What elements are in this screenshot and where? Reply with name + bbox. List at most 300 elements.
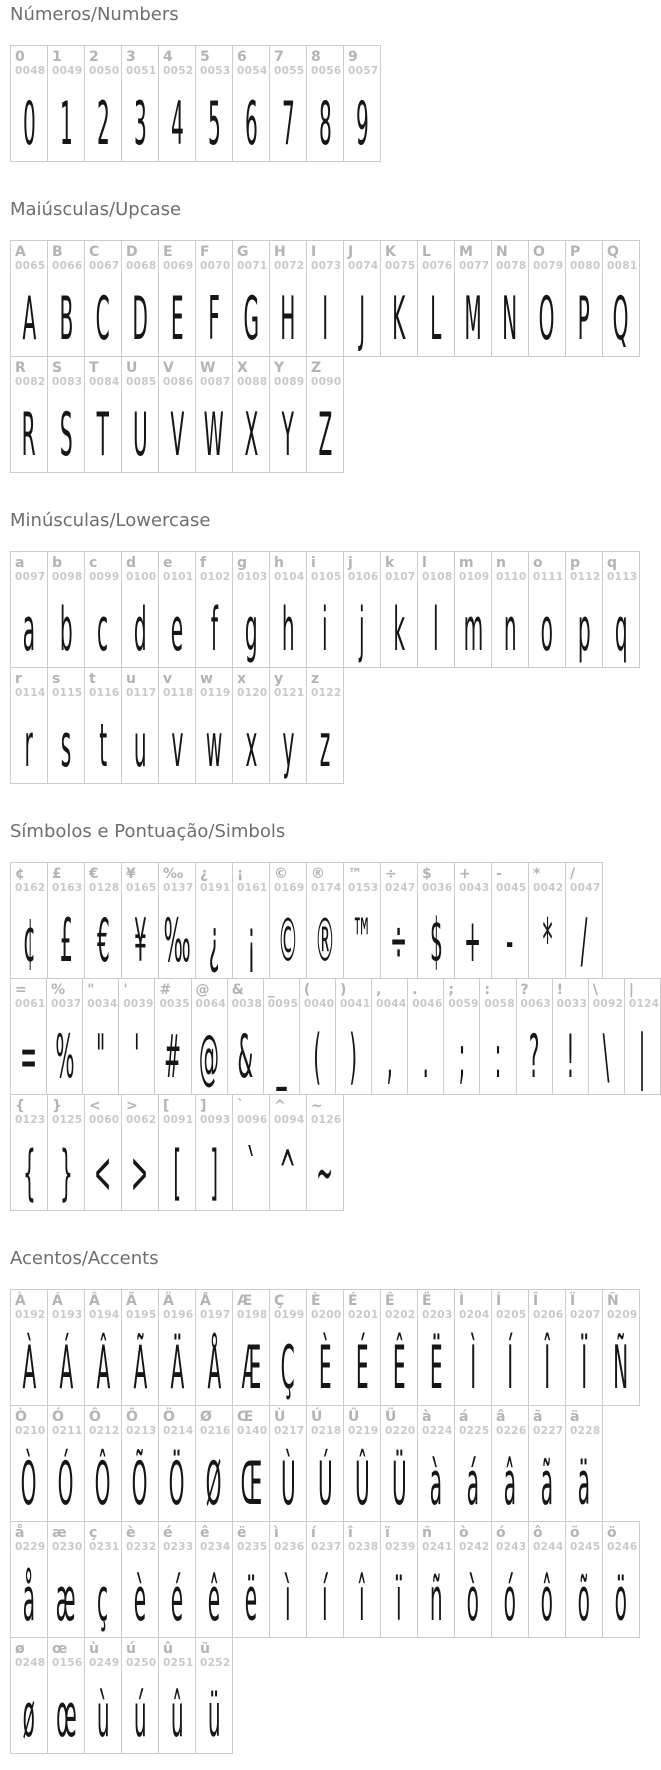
glyph-preview: Ä — [170, 1332, 184, 1403]
glyph-code-label: 0249 — [89, 1657, 120, 1669]
glyph-preview: 0 — [22, 88, 36, 159]
glyph-preview: ù — [96, 1680, 110, 1751]
glyph-code-label: 0073 — [311, 260, 342, 272]
glyph-code-label: 0232 — [126, 1541, 157, 1553]
glyph-cell — [195, 551, 233, 668]
glyph-preview: { — [22, 1137, 36, 1208]
glyph-row — [10, 1521, 661, 1638]
section-title: Minúsculas/Lowercase — [10, 510, 211, 531]
glyph-code-label: 0219 — [348, 1425, 379, 1437]
glyph-preview: z — [319, 710, 331, 781]
glyph-code-label: 0069 — [163, 260, 194, 272]
glyph-preview-area — [85, 78, 121, 161]
glyph-code-label: 0100 — [126, 571, 157, 583]
glyph-code-label: 0237 — [311, 1541, 342, 1553]
glyph-cell — [380, 240, 418, 357]
glyph-preview-area — [159, 1322, 195, 1405]
glyph-preview-area — [11, 895, 47, 978]
glyph-char-label: 0 — [15, 49, 25, 65]
glyph-char-label: h — [274, 555, 284, 571]
glyph-char-label: # — [159, 982, 172, 998]
glyph-table — [10, 45, 661, 162]
glyph-code-label: 0067 — [89, 260, 120, 272]
glyph-cell — [195, 1094, 233, 1211]
glyph-cell — [602, 1521, 640, 1638]
glyph-preview: B — [59, 283, 73, 354]
glyph-cell — [47, 240, 85, 357]
glyph-char-label: n — [496, 555, 506, 571]
glyph-preview-area — [344, 1438, 380, 1521]
glyph-preview-area — [455, 1554, 491, 1637]
glyph-preview-area — [11, 1011, 46, 1094]
glyph-preview-area — [83, 1011, 118, 1094]
glyph-preview: Ú — [317, 1448, 333, 1519]
glyph-code-label: 0214 — [163, 1425, 194, 1437]
glyph-char-label: y — [274, 671, 284, 687]
glyph-preview: i — [322, 594, 328, 665]
glyph-code-label: 0066 — [52, 260, 83, 272]
glyph-preview: ú — [133, 1680, 147, 1751]
glyph-cell — [491, 862, 529, 979]
glyph-cell — [269, 1405, 307, 1522]
glyph-preview-area — [196, 1438, 232, 1521]
glyph-preview-area — [196, 273, 232, 356]
glyph-cell — [491, 1405, 529, 1522]
glyph-code-label: 0054 — [237, 65, 268, 77]
glyph-code-label: 0040 — [303, 998, 335, 1010]
glyph-char-label: _ — [267, 982, 275, 998]
glyph-char-label: V — [163, 360, 174, 376]
glyph-code-label: 0035 — [159, 998, 190, 1010]
glyph-code-label: 0228 — [570, 1425, 601, 1437]
glyph-preview: o — [540, 594, 554, 665]
glyph-preview-area — [517, 1011, 552, 1094]
glyph-preview: õ — [577, 1564, 591, 1635]
glyph-char-label: } — [52, 1098, 62, 1114]
glyph-char-label: e — [163, 555, 173, 571]
glyph-preview: R — [21, 399, 37, 470]
glyph-preview-area — [85, 1670, 121, 1753]
glyph-char-label: D — [126, 244, 138, 260]
glyph-code-label: 0049 — [52, 65, 83, 77]
glyph-preview: = — [20, 1021, 38, 1092]
glyph-cell — [84, 356, 122, 473]
glyph-char-label: ] — [200, 1098, 207, 1114]
glyph-preview: D — [132, 283, 148, 354]
glyph-preview: à — [429, 1448, 443, 1519]
glyph-cell — [454, 1521, 492, 1638]
glyph-char-label: ( — [303, 982, 311, 998]
glyph-code-label: 0038 — [231, 998, 263, 1010]
glyph-section — [10, 199, 661, 473]
glyph-preview-area — [307, 273, 343, 356]
glyph-cell — [380, 551, 418, 668]
glyph-preview-area — [122, 1670, 158, 1753]
glyph-preview-area — [155, 1011, 190, 1094]
glyph-code-label: 0243 — [496, 1541, 527, 1553]
glyph-char-label: ú — [126, 1641, 136, 1657]
glyph-code-label: 0079 — [533, 260, 564, 272]
glyph-cell — [232, 356, 270, 473]
glyph-preview-area — [122, 895, 158, 978]
glyph-char-label: ¥ — [126, 866, 136, 882]
glyph-cell — [380, 1289, 418, 1406]
glyph-preview-area — [455, 895, 491, 978]
glyph-cell — [232, 240, 270, 357]
glyph-code-label: 0209 — [607, 1309, 638, 1321]
glyph-cell — [195, 240, 233, 357]
glyph-char-label: œ — [52, 1641, 68, 1657]
glyph-cell — [380, 1521, 418, 1638]
glyph-char-label: U — [126, 360, 138, 376]
glyph-preview: ë — [244, 1564, 258, 1635]
glyph-code-label: 0104 — [274, 571, 305, 583]
glyph-cell — [232, 862, 270, 979]
glyph-code-label: 0046 — [412, 998, 443, 1010]
glyph-preview-area — [233, 1322, 269, 1405]
glyph-preview: Ñ — [613, 1332, 629, 1403]
glyph-preview-area — [307, 1554, 343, 1637]
glyph-table — [10, 551, 661, 784]
glyph-code-label: 0041 — [339, 998, 371, 1010]
glyph-preview: q — [614, 594, 628, 665]
glyph-preview-area — [553, 1011, 588, 1094]
glyph-preview: 7 — [281, 88, 295, 159]
glyph-cell — [380, 1405, 418, 1522]
glyph-char-label: ~ — [311, 1098, 323, 1114]
glyph-preview: ô — [540, 1564, 554, 1635]
glyph-row — [10, 1405, 661, 1522]
glyph-code-label: 0048 — [15, 65, 46, 77]
glyph-preview: ! — [566, 1021, 575, 1092]
glyph-cell — [407, 978, 444, 1095]
glyph-code-label: 0156 — [52, 1657, 83, 1669]
glyph-preview-area — [307, 389, 343, 472]
glyph-code-label: 0126 — [311, 1114, 342, 1126]
glyph-preview-area — [270, 1322, 306, 1405]
glyph-preview: ? — [528, 1021, 540, 1092]
glyph-preview: ¿ — [208, 905, 220, 976]
glyph-cell — [343, 551, 381, 668]
glyph-char-label: ^ — [274, 1098, 286, 1114]
glyph-preview-area — [159, 895, 195, 978]
glyph-cell — [158, 45, 196, 162]
glyph-preview: Í — [507, 1332, 513, 1403]
glyph-cell — [306, 667, 344, 784]
glyph-preview: Ì — [470, 1332, 476, 1403]
glyph-preview: $ — [429, 905, 443, 976]
glyph-preview: ö — [614, 1564, 628, 1635]
glyph-char-label: | — [628, 982, 634, 998]
glyph-code-label: 0072 — [274, 260, 305, 272]
glyph-code-label: 0080 — [570, 260, 601, 272]
glyph-preview-area — [11, 1322, 47, 1405]
glyph-preview-area — [159, 584, 195, 667]
glyph-preview: é — [170, 1564, 184, 1635]
glyph-preview-area — [233, 1127, 269, 1210]
glyph-code-label: 0088 — [237, 376, 268, 388]
glyph-char-label: ü — [200, 1641, 210, 1657]
glyph-char-label: I — [311, 244, 317, 260]
glyph-preview-area — [159, 78, 195, 161]
glyph-cell — [454, 862, 492, 979]
glyph-char-label: m — [459, 555, 474, 571]
glyph-char-label: Á — [52, 1293, 63, 1309]
glyph-cell — [565, 1405, 603, 1522]
glyph-cell — [121, 1289, 159, 1406]
glyph-cell — [454, 1405, 492, 1522]
glyph-preview-area — [233, 273, 269, 356]
glyph-cell — [10, 356, 48, 473]
glyph-cell — [454, 551, 492, 668]
glyph-cell — [565, 1289, 603, 1406]
glyph-preview-area — [480, 1011, 515, 1094]
glyph-preview: | — [639, 1021, 646, 1092]
glyph-char-label: Ø — [200, 1409, 212, 1425]
glyph-cell — [343, 1521, 381, 1638]
glyph-cell — [565, 862, 603, 979]
glyph-preview-area — [48, 895, 84, 978]
glyph-preview: û — [170, 1680, 184, 1751]
glyph-preview: ( — [313, 1021, 322, 1092]
glyph-code-label: 0226 — [496, 1425, 527, 1437]
glyph-cell — [158, 1094, 196, 1211]
glyph-preview-area — [418, 273, 454, 356]
glyph-preview-area — [529, 1438, 565, 1521]
glyph-cell — [84, 1289, 122, 1406]
glyph-code-label: 0120 — [237, 687, 268, 699]
glyph-cell — [10, 667, 48, 784]
glyph-preview: ® — [314, 905, 336, 976]
glyph-code-label: 0113 — [607, 571, 638, 583]
glyph-cell — [47, 45, 85, 162]
glyph-preview-area — [418, 895, 454, 978]
character-map-page — [10, 4, 661, 1754]
glyph-cell — [158, 1289, 196, 1406]
glyph-cell — [47, 551, 85, 668]
glyph-preview: ¡ — [246, 905, 256, 976]
glyph-preview: ï — [396, 1564, 402, 1635]
glyph-cell — [158, 356, 196, 473]
glyph-preview-area — [344, 895, 380, 978]
glyph-char-label: ó — [496, 1525, 506, 1541]
glyph-cell — [443, 978, 480, 1095]
glyph-code-label: 0107 — [385, 571, 416, 583]
glyph-code-label: 0090 — [311, 376, 342, 388]
glyph-char-label: A — [15, 244, 26, 260]
glyph-char-label: ¢ — [15, 866, 25, 882]
glyph-cell — [10, 240, 48, 357]
glyph-preview-area — [603, 584, 639, 667]
glyph-cell — [306, 551, 344, 668]
glyph-code-label: 0053 — [200, 65, 231, 77]
glyph-cell — [121, 45, 159, 162]
glyph-preview: l — [433, 594, 439, 665]
glyph-cell — [195, 45, 233, 162]
glyph-cell — [10, 45, 48, 162]
glyph-char-label: ø — [15, 1641, 25, 1657]
glyph-cell — [195, 667, 233, 784]
glyph-char-label: Â — [89, 1293, 100, 1309]
glyph-preview: Å — [207, 1332, 221, 1403]
glyph-preview: Û — [354, 1448, 370, 1519]
glyph-preview: È — [318, 1332, 332, 1403]
glyph-table — [10, 1289, 661, 1754]
glyph-char-label: è — [126, 1525, 136, 1541]
glyph-cell — [602, 1289, 640, 1406]
glyph-code-label: 0163 — [52, 882, 83, 894]
glyph-code-label: 0210 — [15, 1425, 46, 1437]
glyph-preview-area — [344, 78, 380, 161]
glyph-section — [10, 4, 661, 162]
glyph-code-label: 0169 — [274, 882, 305, 894]
glyph-code-label: 0128 — [89, 882, 120, 894]
glyph-code-label: 0224 — [422, 1425, 453, 1437]
glyph-preview-area — [603, 1322, 639, 1405]
glyph-code-label: 0195 — [126, 1309, 157, 1321]
glyph-code-label: 0239 — [385, 1541, 416, 1553]
glyph-code-label: 0071 — [237, 260, 268, 272]
glyph-preview: Y — [281, 399, 295, 470]
glyph-cell — [269, 862, 307, 979]
glyph-preview-area — [492, 895, 528, 978]
glyph-char-label: õ — [570, 1525, 580, 1541]
glyph-preview-area — [48, 78, 84, 161]
glyph-cell — [269, 240, 307, 357]
glyph-preview: s — [60, 710, 72, 781]
glyph-code-label: 0045 — [496, 882, 527, 894]
glyph-code-label: 0233 — [163, 1541, 194, 1553]
glyph-cell — [417, 862, 455, 979]
glyph-preview: Â — [96, 1332, 110, 1403]
glyph-cell — [121, 240, 159, 357]
glyph-char-label: { — [15, 1098, 25, 1114]
glyph-code-label: 0252 — [200, 1657, 231, 1669]
glyph-preview-area — [492, 1322, 528, 1405]
glyph-cell — [528, 862, 566, 979]
glyph-char-label: = — [15, 982, 27, 998]
glyph-code-label: 0101 — [163, 571, 194, 583]
glyph-char-label: o — [533, 555, 543, 571]
glyph-preview-area — [444, 1011, 479, 1094]
glyph-code-label: 0081 — [607, 260, 638, 272]
glyph-cell — [528, 1521, 566, 1638]
glyph-code-label: 0174 — [311, 882, 342, 894]
glyph-code-label: 0103 — [237, 571, 268, 583]
glyph-cell — [232, 1289, 270, 1406]
glyph-code-label: 0099 — [89, 571, 120, 583]
glyph-preview: â — [503, 1448, 517, 1519]
glyph-char-label: 7 — [274, 49, 284, 65]
glyph-preview: Ù — [280, 1448, 296, 1519]
glyph-cell — [121, 356, 159, 473]
glyph-cell — [602, 551, 640, 668]
glyph-preview-area — [85, 389, 121, 472]
glyph-cell — [47, 356, 85, 473]
glyph-code-label: 0102 — [200, 571, 231, 583]
glyph-preview-area — [336, 1011, 371, 1094]
glyph-cell — [528, 551, 566, 668]
glyph-preview: 3 — [133, 88, 147, 159]
glyph-char-label: 4 — [163, 49, 173, 65]
glyph-cell — [343, 240, 381, 357]
glyph-cell — [195, 356, 233, 473]
glyph-preview: @ — [199, 1021, 220, 1092]
glyph-code-label: 0058 — [484, 998, 515, 1010]
glyph-preview: a — [22, 594, 36, 665]
glyph-code-label: 0036 — [422, 882, 453, 894]
glyph-char-label: W — [200, 360, 216, 376]
glyph-cell — [417, 551, 455, 668]
glyph-char-label: Œ — [237, 1409, 254, 1425]
glyph-cell — [306, 1094, 344, 1211]
glyph-char-label: í — [311, 1525, 316, 1541]
glyph-code-label: 0065 — [15, 260, 46, 272]
glyph-preview: Ã — [133, 1332, 147, 1403]
glyph-preview-area — [529, 895, 565, 978]
glyph-code-label: 0076 — [422, 260, 453, 272]
glyph-preview-area — [196, 78, 232, 161]
glyph-row — [10, 862, 661, 979]
glyph-preview-area — [196, 895, 232, 978]
glyph-preview-area — [418, 584, 454, 667]
glyph-preview: Î — [544, 1332, 550, 1403]
glyph-char-label: ; — [448, 982, 454, 998]
glyph-preview: X — [244, 399, 258, 470]
glyph-code-label: 0082 — [15, 376, 46, 388]
glyph-section — [10, 1248, 661, 1754]
glyph-char-label: ÷ — [385, 866, 397, 882]
glyph-cell — [306, 862, 344, 979]
glyph-char-label: G — [237, 244, 249, 260]
glyph-code-label: 0093 — [200, 1114, 231, 1126]
glyph-preview: , — [386, 1021, 393, 1092]
glyph-preview-area — [11, 273, 47, 356]
glyph-preview-area — [85, 273, 121, 356]
glyph-cell — [10, 1521, 48, 1638]
glyph-preview: å — [22, 1564, 36, 1635]
glyph-preview: ¢ — [22, 905, 36, 976]
glyph-preview: P — [577, 283, 591, 354]
glyph-preview-area — [381, 1438, 417, 1521]
glyph-code-label: 0206 — [533, 1309, 564, 1321]
glyph-preview: ^ — [279, 1137, 297, 1208]
glyph-cell — [491, 240, 529, 357]
glyph-preview-area — [122, 1127, 158, 1210]
glyph-cell — [121, 551, 159, 668]
glyph-preview: G — [243, 283, 259, 354]
glyph-preview-area — [344, 584, 380, 667]
glyph-char-label: Ï — [570, 1293, 576, 1309]
glyph-preview-area — [159, 1438, 195, 1521]
glyph-preview: ñ — [429, 1564, 443, 1635]
glyph-cell — [343, 45, 381, 162]
glyph-section — [10, 510, 661, 784]
glyph-cell — [269, 551, 307, 668]
glyph-preview-area — [529, 1322, 565, 1405]
glyph-cell — [47, 1521, 85, 1638]
glyph-preview: Ü — [391, 1448, 407, 1519]
glyph-char-label: Ó — [52, 1409, 64, 1425]
glyph-code-label: 0111 — [533, 571, 564, 583]
glyph-preview: f — [210, 594, 218, 665]
glyph-preview-area — [603, 273, 639, 356]
glyph-preview-area — [196, 1127, 232, 1210]
glyph-code-label: 0199 — [274, 1309, 305, 1321]
glyph-cell — [380, 862, 418, 979]
glyph-code-label: 0234 — [200, 1541, 231, 1553]
glyph-code-label: 0196 — [163, 1309, 194, 1321]
